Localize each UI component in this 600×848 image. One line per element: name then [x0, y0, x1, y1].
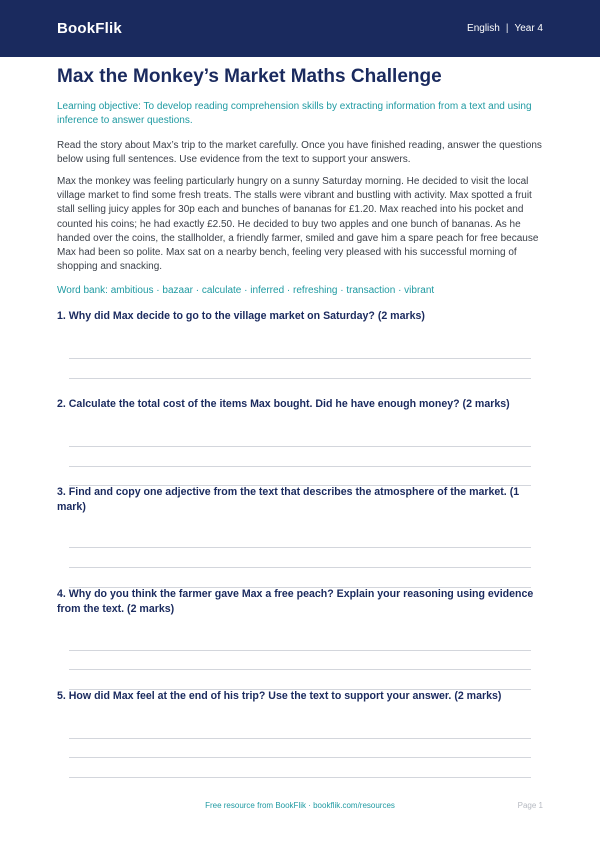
answer-line[interactable] — [69, 650, 531, 651]
question-3 — [57, 485, 543, 514]
worksheet-body — [57, 66, 543, 298]
answer-line[interactable] — [69, 669, 531, 670]
story-text — [57, 175, 543, 274]
answer-line[interactable] — [69, 777, 531, 778]
question-text: 2. Calculate the total cost of the items Max bought. Did he have enough money? (2 marks) — [57, 398, 510, 410]
question-5 — [57, 689, 543, 704]
story-prefix: Max — [57, 176, 79, 187]
question-text: 1. Why did Max decide to go to the village market on Saturday? (2 marks) — [57, 310, 425, 322]
instructions: Read the story about Max’s trip to the market carefully. Once you have finished reading, answer the questions below using full sentences. Use evidence from the text to support your answers. — [57, 140, 542, 165]
subject-label: English — [467, 23, 500, 34]
answer-line[interactable] — [69, 567, 531, 568]
answer-line[interactable] — [69, 446, 531, 447]
question-4 — [57, 587, 543, 616]
page-header — [0, 0, 600, 57]
answer-line[interactable] — [69, 547, 531, 548]
answer-line[interactable] — [69, 466, 531, 467]
question-text: 4. Why do you think the farmer gave Max a free peach? Explain your reasoning using evidence from the text. (2 marks) — [57, 588, 534, 615]
question-1 — [57, 309, 543, 324]
meta-separator: | — [505, 23, 509, 34]
question-text: 3. Find and copy one adjective from the text that describes the atmosphere of the market. (1 mark) — [57, 486, 520, 513]
answer-line[interactable] — [69, 485, 531, 486]
answer-line[interactable] — [69, 738, 531, 739]
story-body: the monkey was feeling particularly hungry on a sunny Saturday morning. He decided to visit the local village market to find some fresh treats. The stalls were vibrant and bustling with activity. Max spotted a fruit stall selling juicy apples for 30p each and bunches of bananas for £1.20. Max reached into his pocket and counted his coins; he had exactly £2.50. He decided to buy two apples and one bunch of bananas. As he handed over the coins, the stallholder, a friendly farmer, smiled and gave him a spare peach for free because Max had been so polite. Max sat on a nearby bench, feeling very pleased with his successful morning of shopping and snacking. — [57, 176, 539, 273]
question-text: 5. How did Max feel at the end of his trip? Use the text to support your answer. (2 marks) — [57, 690, 502, 702]
page-title: Max the Monkey’s Market Maths Challenge — [57, 66, 442, 87]
question-2 — [57, 397, 543, 412]
word-bank: Word bank: ambitious · bazaar · calculate · inferred · refreshing · transaction · vibrant — [57, 285, 435, 297]
page-footer — [0, 801, 600, 815]
answer-line[interactable] — [69, 689, 531, 690]
brand-logo: BookFlik — [57, 20, 122, 37]
footer-link[interactable]: Free resource from BookFlik · bookflik.com/resources — [205, 801, 395, 810]
answer-line[interactable] — [69, 587, 531, 588]
subject-year — [467, 23, 543, 34]
answer-line[interactable] — [69, 358, 531, 359]
year-label: Year 4 — [514, 23, 543, 34]
answer-line[interactable] — [69, 757, 531, 758]
learning-objective: Learning objective: To develop reading comprehension skills by extracting information from a text and using inference to answer questions. — [57, 101, 532, 126]
page-number: Page 1 — [517, 801, 543, 810]
answer-line[interactable] — [69, 378, 531, 379]
